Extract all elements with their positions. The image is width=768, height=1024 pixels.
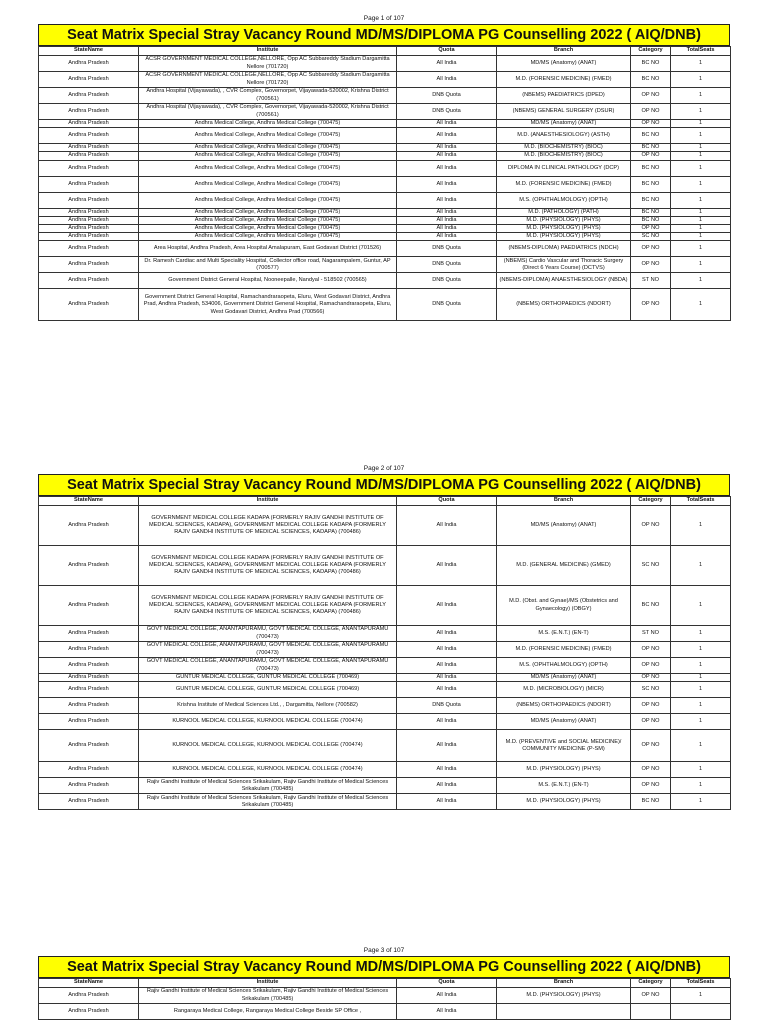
branch-cell: (NBEMS) ORTHOPAEDICS (NDORT) — [497, 698, 631, 714]
table-row — [39, 56, 731, 72]
state-cell: Andhra Pradesh — [39, 1004, 139, 1020]
quota-cell: All India — [397, 794, 497, 810]
total-seats-cell: 1 — [671, 714, 731, 730]
total-seats-cell: 1 — [671, 160, 731, 176]
state-cell: Andhra Pradesh — [39, 794, 139, 810]
column-header: TotalSeats — [671, 979, 731, 988]
institute-cell: GOVERNMENT MEDICAL COLLEGE KADAPA (FORMERLY RAJIV GANDHI INSTITUTE OF MEDICAL SCIENCES, KADAPA), GOVERNMENT MEDICAL COLLEGE KADAPA (FORMERLY RAJIV GANDHI INSTITUTE OF MEDICAL SCIENCES, KADAPA) (700486) — [139, 546, 397, 586]
institute-cell: Andhra Medical College, Andhra Medical College (700475) — [139, 176, 397, 192]
branch-cell: M.S. (E.N.T.) (EN-T) — [497, 778, 631, 794]
institute-cell: GUNTUR MEDICAL COLLEGE, GUNTUR MEDICAL COLLEGE (700469) — [139, 682, 397, 698]
branch-cell: (NBEMS) Cardio Vascular and Thoracic Surgery (Direct 6 Years Course) (DCTVS) — [497, 257, 631, 273]
state-cell: Andhra Pradesh — [39, 506, 139, 546]
institute-cell: ACSR GOVERNMENT MEDICAL COLLEGE,NELLORE, Opp AC Subbareddy Stadium Dargamitta Nellore (701720) — [139, 56, 397, 72]
institute-cell: Andhra Medical College, Andhra Medical College (700475) — [139, 128, 397, 144]
branch-cell: M.S. (OPHTHALMOLOGY) (OPTH) — [497, 658, 631, 674]
category-cell: ST NO — [631, 626, 671, 642]
state-cell: Andhra Pradesh — [39, 128, 139, 144]
state-cell: Andhra Pradesh — [39, 88, 139, 104]
page-title-banner: Seat Matrix Special Stray Vacancy Round MD/MS/DIPLOMA PG Counselling 2022 ( AIQ/DNB) — [38, 956, 730, 978]
column-header: StateName — [39, 497, 139, 506]
institute-cell: GOVERNMENT MEDICAL COLLEGE KADAPA (FORMERLY RAJIV GANDHI INSTITUTE OF MEDICAL SCIENCES, KADAPA), GOVERNMENT MEDICAL COLLEGE KADAPA (FORMERLY RAJIV GANDHI INSTITUTE OF MEDICAL SCIENCES, KADAPA) (700486) — [139, 586, 397, 626]
document-page — [38, 14, 730, 321]
branch-cell: M.D. (PHYSIOLOGY) (PHYS) — [497, 233, 631, 241]
institute-cell: Rajiv Gandhi Institute of Medical Sciences Srikakulam, Rajiv Gandhi Institute of Medical Sciences Srikakulam (700485) — [139, 778, 397, 794]
column-header: Institute — [139, 979, 397, 988]
category-cell: SC NO — [631, 233, 671, 241]
quota-cell: All India — [397, 642, 497, 658]
column-header: StateName — [39, 979, 139, 988]
quota-cell: DNB Quota — [397, 273, 497, 289]
quota-cell: All India — [397, 506, 497, 546]
category-cell: OP NO — [631, 257, 671, 273]
branch-cell: (NBEMS-DIPLOMA) ANAESTHESIOLOGY (NBDA) — [497, 273, 631, 289]
quota-cell: All India — [397, 674, 497, 682]
column-header: StateName — [39, 47, 139, 56]
table-row — [39, 152, 731, 160]
table-row — [39, 273, 731, 289]
institute-cell: Andhra Medical College, Andhra Medical College (700475) — [139, 233, 397, 241]
category-cell: BC NO — [631, 794, 671, 810]
category-cell — [631, 1004, 671, 1020]
quota-cell: DNB Quota — [397, 241, 497, 257]
total-seats-cell: 1 — [671, 698, 731, 714]
category-cell: BC NO — [631, 72, 671, 88]
total-seats-cell: 1 — [671, 730, 731, 762]
branch-cell: M.D. (PHYSIOLOGY) (PHYS) — [497, 216, 631, 224]
state-cell: Andhra Pradesh — [39, 682, 139, 698]
branch-cell: (NBEMS) ORTHOPAEDICS (NDORT) — [497, 289, 631, 321]
quota-cell: All India — [397, 714, 497, 730]
total-seats-cell: 1 — [671, 289, 731, 321]
category-cell: OP NO — [631, 698, 671, 714]
branch-cell: (NBEMS) PAEDIATRICS (DPED) — [497, 88, 631, 104]
institute-cell: Rajiv Gandhi Institute of Medical Sciences Srikakulam, Rajiv Gandhi Institute of Medical Sciences Srikakulam (700485) — [139, 988, 397, 1004]
table-row — [39, 546, 731, 586]
seat-matrix-table — [38, 978, 731, 1020]
branch-cell: M.D. (PHYSIOLOGY) (PHYS) — [497, 794, 631, 810]
institute-cell: KURNOOL MEDICAL COLLEGE, KURNOOL MEDICAL COLLEGE (700474) — [139, 762, 397, 778]
institute-cell: Andhra Medical College, Andhra Medical College (700475) — [139, 216, 397, 224]
institute-cell: Andhra Medical College, Andhra Medical College (700475) — [139, 208, 397, 216]
category-cell: OP NO — [631, 289, 671, 321]
quota-cell: DNB Quota — [397, 104, 497, 120]
column-header: Category — [631, 497, 671, 506]
institute-cell: Government District General Hospital, Ramachandraraopeta, Eluru, West Godavari District, Andhra Prad, Andhra Pradesh, 534006, Government District General Hospital, Ramachandraraopeta, Eluru, West Godavari District, Andhra Prad (700566) — [139, 289, 397, 321]
category-cell: BC NO — [631, 216, 671, 224]
table-row — [39, 257, 731, 273]
state-cell: Andhra Pradesh — [39, 289, 139, 321]
institute-cell: GOVT MEDICAL COLLEGE, ANANTAPURAMU, GOVT MEDICAL COLLEGE, ANANTAPURAMU (700473) — [139, 658, 397, 674]
branch-cell: M.D. (PHYSIOLOGY) (PHYS) — [497, 988, 631, 1004]
state-cell: Andhra Pradesh — [39, 273, 139, 289]
institute-cell: GOVERNMENT MEDICAL COLLEGE KADAPA (FORMERLY RAJIV GANDHI INSTITUTE OF MEDICAL SCIENCES, KADAPA), GOVERNMENT MEDICAL COLLEGE KADAPA (FORMERLY RAJIV GANDHI INSTITUTE OF MEDICAL SCIENCES, KADAPA) (700486) — [139, 506, 397, 546]
quota-cell: All India — [397, 152, 497, 160]
quota-cell: DNB Quota — [397, 698, 497, 714]
total-seats-cell: 1 — [671, 586, 731, 626]
branch-cell: M.D. (Obst. and Gynae)/MS (Obstetrics and Gynaecology) (OBGY) — [497, 586, 631, 626]
branch-cell: M.D. (GENERAL MEDICINE) (GMED) — [497, 546, 631, 586]
table-row — [39, 216, 731, 224]
state-cell: Andhra Pradesh — [39, 192, 139, 208]
quota-cell: All India — [397, 160, 497, 176]
branch-cell: MD/MS (Anatomy) (ANAT) — [497, 674, 631, 682]
branch-cell: M.D. (BIOCHEMISTRY) (BIOC) — [497, 152, 631, 160]
state-cell: Andhra Pradesh — [39, 674, 139, 682]
table-row — [39, 698, 731, 714]
column-header: Quota — [397, 497, 497, 506]
category-cell: BC NO — [631, 192, 671, 208]
state-cell: Andhra Pradesh — [39, 72, 139, 88]
institute-cell: Andhra Medical College, Andhra Medical College (700475) — [139, 120, 397, 128]
branch-cell: M.D. (FORENSIC MEDICINE) (FMED) — [497, 176, 631, 192]
state-cell: Andhra Pradesh — [39, 176, 139, 192]
total-seats-cell: 1 — [671, 506, 731, 546]
state-cell: Andhra Pradesh — [39, 216, 139, 224]
category-cell: BC NO — [631, 586, 671, 626]
total-seats-cell: 1 — [671, 176, 731, 192]
state-cell: Andhra Pradesh — [39, 988, 139, 1004]
state-cell: Andhra Pradesh — [39, 714, 139, 730]
table-row — [39, 241, 731, 257]
table-row — [39, 714, 731, 730]
branch-cell: M.S. (OPHTHALMOLOGY) (OPTH) — [497, 192, 631, 208]
total-seats-cell: 1 — [671, 762, 731, 778]
branch-cell: M.D. (PATHOLOGY) (PATH) — [497, 208, 631, 216]
table-row — [39, 730, 731, 762]
column-header: Institute — [139, 47, 397, 56]
category-cell: BC NO — [631, 160, 671, 176]
branch-cell: M.D. (PHYSIOLOGY) (PHYS) — [497, 762, 631, 778]
branch-cell: M.D. (PREVENTIVE and SOCIAL MEDICINE)/ COMMUNITY MEDICINE (P-SM) — [497, 730, 631, 762]
total-seats-cell: 1 — [671, 241, 731, 257]
table-row — [39, 682, 731, 698]
page-title-banner: Seat Matrix Special Stray Vacancy Round MD/MS/DIPLOMA PG Counselling 2022 ( AIQ/DNB) — [38, 24, 730, 46]
quota-cell: All India — [397, 208, 497, 216]
table-row — [39, 794, 731, 810]
state-cell: Andhra Pradesh — [39, 120, 139, 128]
category-cell: OP NO — [631, 730, 671, 762]
table-row — [39, 88, 731, 104]
page-number: Page 1 of 107 — [363, 15, 405, 22]
column-header: Category — [631, 979, 671, 988]
institute-cell: Government District General Hospital, Nooneepalle, Nandyal - 518502 (700565) — [139, 273, 397, 289]
quota-cell: All India — [397, 626, 497, 642]
total-seats-cell: 1 — [671, 988, 731, 1004]
quota-cell: All India — [397, 128, 497, 144]
total-seats-cell: 1 — [671, 257, 731, 273]
state-cell: Andhra Pradesh — [39, 225, 139, 233]
total-seats-cell: 1 — [671, 216, 731, 224]
seat-matrix-table — [38, 496, 731, 810]
table-row — [39, 233, 731, 241]
column-header: Category — [631, 47, 671, 56]
quota-cell: All India — [397, 762, 497, 778]
state-cell: Andhra Pradesh — [39, 586, 139, 626]
state-cell: Andhra Pradesh — [39, 730, 139, 762]
quota-cell: All India — [397, 586, 497, 626]
state-cell: Andhra Pradesh — [39, 626, 139, 642]
table-row — [39, 762, 731, 778]
quota-cell: All India — [397, 546, 497, 586]
category-cell: OP NO — [631, 225, 671, 233]
branch-cell: M.D. (ANAESTHESIOLOGY) (ASTH) — [497, 128, 631, 144]
table-row — [39, 674, 731, 682]
table-row — [39, 128, 731, 144]
table-row — [39, 1004, 731, 1020]
category-cell: OP NO — [631, 762, 671, 778]
quota-cell: DNB Quota — [397, 88, 497, 104]
branch-cell: M.D. (MICROBIOLOGY) (MICR) — [497, 682, 631, 698]
category-cell: BC NO — [631, 128, 671, 144]
total-seats-cell: 1 — [671, 674, 731, 682]
category-cell: OP NO — [631, 241, 671, 257]
state-cell: Andhra Pradesh — [39, 778, 139, 794]
state-cell: Andhra Pradesh — [39, 56, 139, 72]
total-seats-cell: 1 — [671, 225, 731, 233]
institute-cell: GOVT MEDICAL COLLEGE, ANANTAPURAMU, GOVT MEDICAL COLLEGE, ANANTAPURAMU (700473) — [139, 642, 397, 658]
page-number: Page 3 of 107 — [363, 947, 405, 954]
category-cell: OP NO — [631, 674, 671, 682]
quota-cell: All India — [397, 72, 497, 88]
branch-cell: M.D. (BIOCHEMISTRY) (BIOC) — [497, 144, 631, 152]
state-cell: Andhra Pradesh — [39, 160, 139, 176]
table-row — [39, 104, 731, 120]
category-cell: OP NO — [631, 658, 671, 674]
total-seats-cell: 1 — [671, 794, 731, 810]
quota-cell: All India — [397, 988, 497, 1004]
total-seats-cell: 1 — [671, 658, 731, 674]
state-cell: Andhra Pradesh — [39, 152, 139, 160]
total-seats-cell: 1 — [671, 778, 731, 794]
quota-cell: All India — [397, 144, 497, 152]
category-cell: OP NO — [631, 506, 671, 546]
institute-cell: Rangaraya Medical College, Rangaraya Medical College Beside SP Office , — [139, 1004, 397, 1020]
quota-cell: All India — [397, 1004, 497, 1020]
total-seats-cell: 1 — [671, 128, 731, 144]
category-cell: SC NO — [631, 546, 671, 586]
category-cell: BC NO — [631, 56, 671, 72]
table-row — [39, 778, 731, 794]
category-cell: BC NO — [631, 208, 671, 216]
institute-cell: Dr. Ramesh Cardiac and Multi Speciality Hospital, Collector office road, Nagarampalem, Guntur, AP (700577) — [139, 257, 397, 273]
state-cell: Andhra Pradesh — [39, 144, 139, 152]
institute-cell: KURNOOL MEDICAL COLLEGE, KURNOOL MEDICAL COLLEGE (700474) — [139, 714, 397, 730]
table-row — [39, 642, 731, 658]
seat-matrix-table — [38, 46, 731, 321]
institute-cell: ACSR GOVERNMENT MEDICAL COLLEGE,NELLORE, Opp AC Subbareddy Stadium Dargamitta Nellore (701720) — [139, 72, 397, 88]
category-cell: BC NO — [631, 176, 671, 192]
quota-cell: All India — [397, 658, 497, 674]
total-seats-cell: 1 — [671, 192, 731, 208]
table-row — [39, 988, 731, 1004]
total-seats-cell — [671, 1004, 731, 1020]
quota-cell: All India — [397, 682, 497, 698]
table-row — [39, 658, 731, 674]
category-cell: OP NO — [631, 642, 671, 658]
table-row — [39, 144, 731, 152]
branch-cell: (NBEMS-DIPLOMA) PAEDIATRICS (NDCH) — [497, 241, 631, 257]
branch-cell: DIPLOMA IN CLINICAL PATHOLOGY (DCP) — [497, 160, 631, 176]
branch-cell: (NBEMS) GENERAL SURGERY (DSUR) — [497, 104, 631, 120]
quota-cell: DNB Quota — [397, 257, 497, 273]
table-row — [39, 176, 731, 192]
branch-cell: M.S. (E.N.T.) (EN-T) — [497, 626, 631, 642]
institute-cell: Andhra Medical College, Andhra Medical College (700475) — [139, 144, 397, 152]
branch-cell — [497, 1004, 631, 1020]
total-seats-cell: 1 — [671, 682, 731, 698]
state-cell: Andhra Pradesh — [39, 762, 139, 778]
category-cell: ST NO — [631, 273, 671, 289]
quota-cell: All India — [397, 192, 497, 208]
column-header: Quota — [397, 979, 497, 988]
column-header: Quota — [397, 47, 497, 56]
table-row — [39, 626, 731, 642]
state-cell: Andhra Pradesh — [39, 658, 139, 674]
category-cell: OP NO — [631, 778, 671, 794]
branch-cell: MD/MS (Anatomy) (ANAT) — [497, 714, 631, 730]
document-page — [38, 464, 730, 810]
category-cell: BC NO — [631, 144, 671, 152]
table-row — [39, 72, 731, 88]
institute-cell: GOVT MEDICAL COLLEGE, ANANTAPURAMU, GOVT MEDICAL COLLEGE, ANANTAPURAMU (700473) — [139, 626, 397, 642]
table-row — [39, 208, 731, 216]
column-header: Institute — [139, 497, 397, 506]
institute-cell: Andhra Medical College, Andhra Medical College (700475) — [139, 225, 397, 233]
total-seats-cell: 1 — [671, 233, 731, 241]
institute-cell: Andhra Hospital (Vijayawada), , CVR Complex, Governorpet, Vijayawada-520002, Krishna District (700561) — [139, 104, 397, 120]
total-seats-cell: 1 — [671, 152, 731, 160]
total-seats-cell: 1 — [671, 56, 731, 72]
category-cell: OP NO — [631, 988, 671, 1004]
table-row — [39, 160, 731, 176]
quota-cell: All India — [397, 216, 497, 224]
institute-cell: Krishna Institute of Medical Sciences Ltd., , Dargamitta, Nellore (700582) — [139, 698, 397, 714]
quota-cell: All India — [397, 120, 497, 128]
branch-cell: M.D. (FORENSIC MEDICINE) (FMED) — [497, 642, 631, 658]
column-header: TotalSeats — [671, 497, 731, 506]
column-header: Branch — [497, 47, 631, 56]
state-cell: Andhra Pradesh — [39, 241, 139, 257]
page-title-banner: Seat Matrix Special Stray Vacancy Round MD/MS/DIPLOMA PG Counselling 2022 ( AIQ/DNB) — [38, 474, 730, 496]
state-cell: Andhra Pradesh — [39, 546, 139, 586]
category-cell: OP NO — [631, 120, 671, 128]
total-seats-cell: 1 — [671, 208, 731, 216]
branch-cell: MD/MS (Anatomy) (ANAT) — [497, 120, 631, 128]
total-seats-cell: 1 — [671, 546, 731, 586]
column-header: Branch — [497, 497, 631, 506]
total-seats-cell: 1 — [671, 642, 731, 658]
institute-cell: KURNOOL MEDICAL COLLEGE, KURNOOL MEDICAL COLLEGE (700474) — [139, 730, 397, 762]
state-cell: Andhra Pradesh — [39, 208, 139, 216]
quota-cell: All India — [397, 176, 497, 192]
state-cell: Andhra Pradesh — [39, 642, 139, 658]
table-row — [39, 289, 731, 321]
state-cell: Andhra Pradesh — [39, 104, 139, 120]
category-cell: OP NO — [631, 714, 671, 730]
institute-cell: Rajiv Gandhi Institute of Medical Sciences Srikakulam, Rajiv Gandhi Institute of Medical Sciences Srikakulam (700485) — [139, 794, 397, 810]
institute-cell: GUNTUR MEDICAL COLLEGE, GUNTUR MEDICAL COLLEGE (700469) — [139, 674, 397, 682]
quota-cell: DNB Quota — [397, 289, 497, 321]
total-seats-cell: 1 — [671, 120, 731, 128]
page-number: Page 2 of 107 — [363, 465, 405, 472]
quota-cell: All India — [397, 233, 497, 241]
total-seats-cell: 1 — [671, 144, 731, 152]
institute-cell: Andhra Medical College, Andhra Medical College (700475) — [139, 192, 397, 208]
branch-cell: MD/MS (Anatomy) (ANAT) — [497, 56, 631, 72]
institute-cell: Andhra Medical College, Andhra Medical College (700475) — [139, 152, 397, 160]
state-cell: Andhra Pradesh — [39, 233, 139, 241]
institute-cell: Andhra Medical College, Andhra Medical College (700475) — [139, 160, 397, 176]
category-cell: SC NO — [631, 682, 671, 698]
total-seats-cell: 1 — [671, 88, 731, 104]
branch-cell: M.D. (FORENSIC MEDICINE) (FMED) — [497, 72, 631, 88]
branch-cell: M.D. (PHYSIOLOGY) (PHYS) — [497, 225, 631, 233]
total-seats-cell: 1 — [671, 273, 731, 289]
quota-cell: All India — [397, 730, 497, 762]
branch-cell: MD/MS (Anatomy) (ANAT) — [497, 506, 631, 546]
table-row — [39, 586, 731, 626]
quota-cell: All India — [397, 56, 497, 72]
table-row — [39, 506, 731, 546]
document-page — [38, 946, 730, 1020]
total-seats-cell: 1 — [671, 626, 731, 642]
column-header: TotalSeats — [671, 47, 731, 56]
category-cell: OP NO — [631, 104, 671, 120]
column-header: Branch — [497, 979, 631, 988]
state-cell: Andhra Pradesh — [39, 698, 139, 714]
category-cell: OP NO — [631, 152, 671, 160]
institute-cell: Andhra Hospital (Vijayawada), , CVR Complex, Governorpet, Vijayawada-520002, Krishna District (700561) — [139, 88, 397, 104]
state-cell: Andhra Pradesh — [39, 257, 139, 273]
total-seats-cell: 1 — [671, 104, 731, 120]
table-row — [39, 225, 731, 233]
total-seats-cell: 1 — [671, 72, 731, 88]
institute-cell: Area Hospital, Andhra Pradesh, Area Hospital Amalapuram, East Godavari District (701526) — [139, 241, 397, 257]
table-row — [39, 192, 731, 208]
quota-cell: All India — [397, 778, 497, 794]
category-cell: OP NO — [631, 88, 671, 104]
table-row — [39, 120, 731, 128]
quota-cell: All India — [397, 225, 497, 233]
